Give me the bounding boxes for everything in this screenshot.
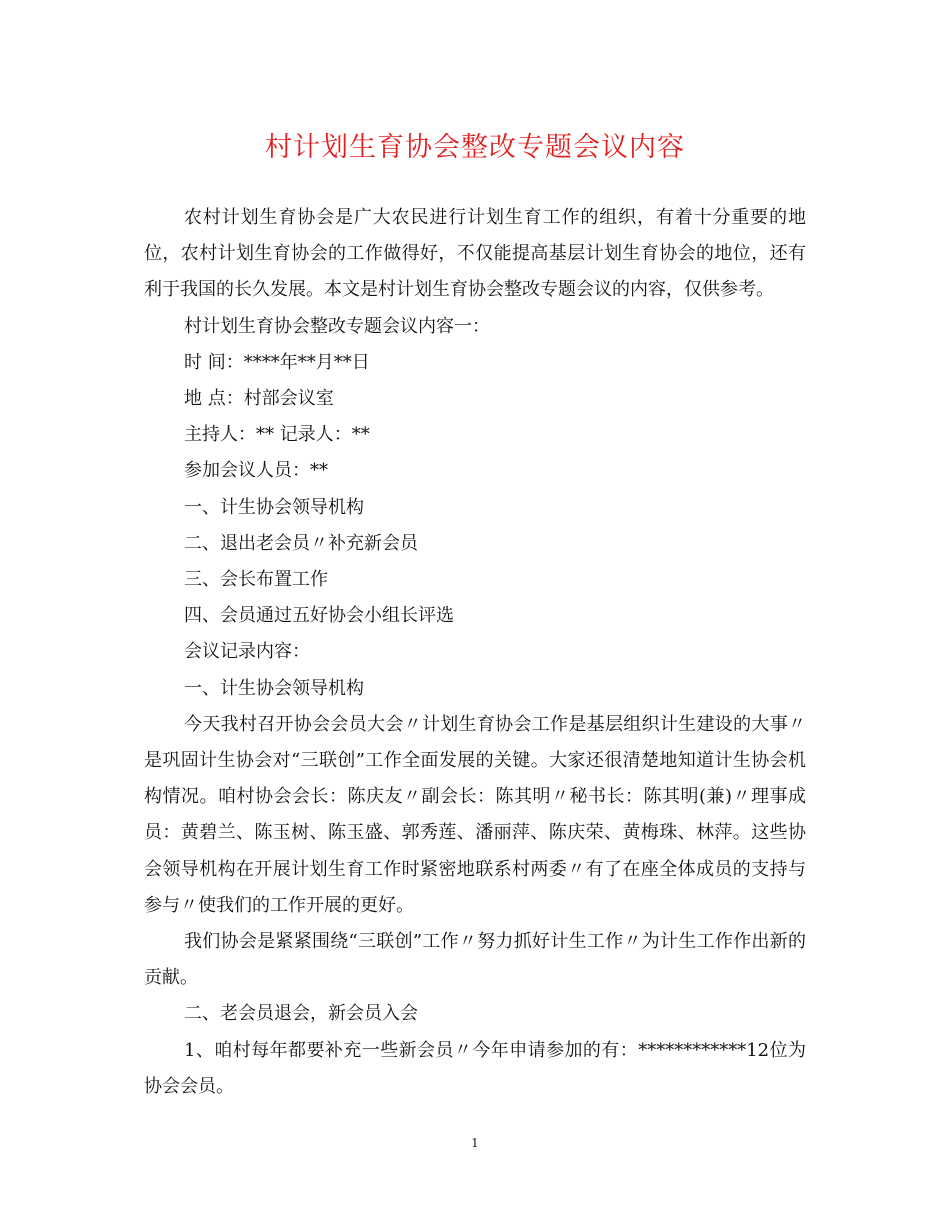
section-heading-2: 二、老会员退会，新会员入会 — [184, 1003, 418, 1025]
section-2-item-1: 1、咱村每年都要补充一些新会员〃今年申请参加的有：************12位为协会会员。 — [144, 1039, 806, 1097]
meeting-heading: 村计划生育协会整改专题会议内容一： — [184, 315, 490, 337]
agenda-item-1: 一、计生协会领导机构 — [184, 496, 364, 518]
document-body — [144, 200, 806, 1105]
section-1-closing: 我们协会是紧紧围绕“三联创”工作〃努力抓好计生工作〃为计生工作作出新的贡献。 — [144, 931, 806, 989]
agenda-item-3: 三、会长布置工作 — [184, 569, 328, 591]
meeting-location: 地 点：村部会议室 — [184, 388, 334, 410]
intro-paragraph: 农村计划生育协会是广大农民进行计划生育工作的组织，有着十分重要的地位，农村计划生育协会的工作做得好，不仅能提高基层计划生育协会的地位，还有利于我国的长久发展。本文是村计划生育协会整改专题会议的内容，仅供参考。 — [144, 207, 806, 301]
agenda-item-4: 四、会员通过五好协会小组长评选 — [184, 605, 454, 627]
section-heading-1: 一、计生协会领导机构 — [184, 677, 364, 699]
document-title: 村计划生育协会整改专题会议内容 — [265, 132, 685, 163]
agenda-item-2: 二、退出老会员〃补充新会员 — [184, 532, 418, 554]
meeting-time: 时 间：****年**月**日 — [184, 351, 370, 373]
section-1-paragraph: 今天我村召开协会会员大会〃计划生育协会工作是基层组织计生建设的大事〃是巩固计生协会对“三联创”工作全面发展的关键。大家还很清楚地知道计生协会机构情况。咱村协会会长：陈庆友〃副会长：陈其明〃秘书长：陈其明(兼)〃理事成员：黄碧兰、陈玉树、陈玉盛、郭秀莲、潘丽萍、陈庆荣、黄梅珠、林萍。这些协会领导机构在开展计划生育工作时紧密地联系村两委〃有了在座全体成员的支持与参与〃使我们的工作开展的更好。 — [144, 713, 806, 916]
meeting-host: 主持人：** 记录人：** — [184, 424, 370, 446]
page-number: 1 — [471, 1136, 479, 1150]
minutes-heading: 会议记录内容： — [184, 641, 310, 663]
meeting-attendees: 参加会议人员：** — [184, 460, 328, 482]
